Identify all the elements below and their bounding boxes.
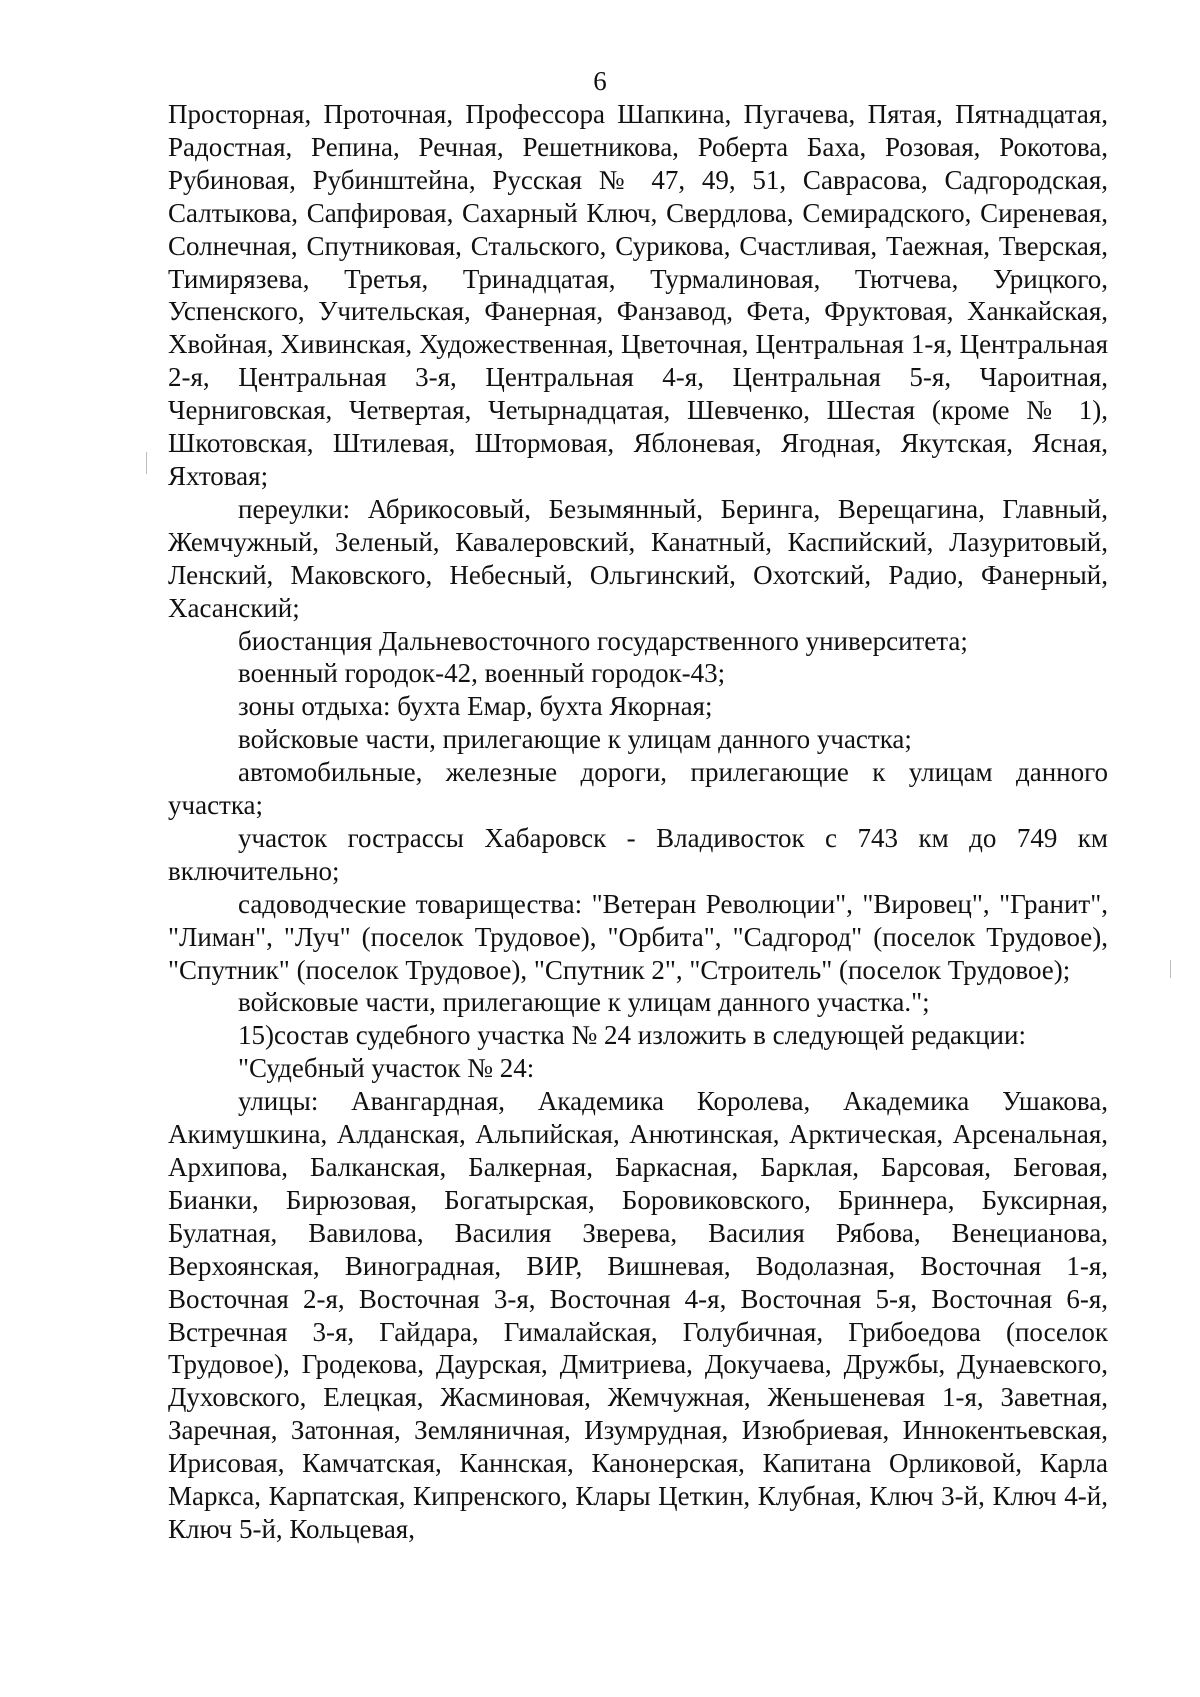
- paragraph-biostation: биостанция Дальневосточного государственного университета;: [238, 625, 968, 656]
- paragraph-lanes: переулки: Абрикосовый, Безымянный, Беринга, Верещагина, Главный, Жемчужный, Зеленый, Кавалеровский, Канатный, Каспийский, Лазуритовый, Ленский, Маковского, Небесный, Ольгинский, Охотский, Радио, Фанерный, Хасанский;: [168, 493, 1108, 623]
- paragraph-streets-continued: Просторная, Проточная, Профессора Шапкина, Пугачева, Пятая, Пятнадцатая, Радостная, Репина, Речная, Решетникова, Роберта Баха, Розовая, Рокотова, Рубиновая, Рубинштейна, Русская № 47, 49, 51, Саврасова, Садгородская, Салтыкова, Сапфировая, Сахарный Ключ, Свердлова, Семирадского, Сиреневая, Солнечная, Спутниковая, Стальского, Сурикова, Счастливая, Таежная, Тверская, Тимирязева, Третья, Тринадцатая, Турмалиновая, Тютчева, Урицкого, Успенского, Учительская, Фанерная, Фанзавод, Фета, Фруктовая, Ханкайская, Хвойная, Хивинская, Художественная, Цветочная, Центральная 1-я, Центральная 2-я, Центральная 3-я, Центральная 4-я, Центральная 5-я, Чароитная, Черниговская, Четвертая, Четырнадцатая, Шевченко, Шестая (кроме № 1), Шкотовская, Штилевая, Штормовая, Яблоневая, Ягодная, Якутская, Ясная, Яхтовая;: [168, 99, 1108, 491]
- paragraph-military-units: войсковые части, прилегающие к улицам данного участка;: [238, 724, 912, 755]
- page-number: 6: [593, 66, 607, 96]
- scan-margin-mark: [1170, 960, 1171, 978]
- paragraph-highway: участок гострассы Хабаровск - Владивосток с 743 км до 749 км включительно;: [168, 822, 1108, 886]
- paragraph-district-24-heading: "Судебный участок № 24:: [238, 1053, 535, 1084]
- document-body: [168, 98, 1108, 1546]
- paragraph-gardening-partnerships: садоводческие товарищества: "Ветеран Революции", "Вировец", "Гранит", "Лиман", "Луч" (поселок Трудовое), "Орбита", "Садгород" (поселок Трудовое), "Спутник" (поселок Трудовое), "Спутник 2", "Строитель" (поселок Трудовое);: [168, 888, 1108, 985]
- scan-margin-mark: [146, 452, 147, 474]
- paragraph-military-towns: военный городок-42, военный городок-43;: [238, 658, 726, 689]
- paragraph-district-24-streets: улицы: Авангардная, Академика Королева, Академика Ушакова, Акимушкина, Алданская, Альпийская, Анютинская, Арктическая, Арсенальная, Архипова, Балканская, Балкерная, Баркасная, Барклая, Барсовая, Беговая, Бианки, Бирюзовая, Богатырская, Боровиковского, Бриннера, Буксирная, Булатная, Вавилова, Василия Зверева, Василия Рябова, Венецианова, Верхоянская, Виноградная, ВИР, Вишневая, Водолазная, Восточная 1-я, Восточная 2-я, Восточная 3-я, Восточная 4-я, Восточная 5-я, Восточная 6-я, Встречная 3-я, Гайдара, Гималайская, Голубичная, Грибоедова (поселок Трудовое), Гродекова, Даурская, Дмитриева, Докучаева, Дружбы, Дунаевского, Духовского, Елецкая, Жасминовая, Жемчужная, Женьшеневая 1-я, Заветная, Заречная, Затонная, Земляничная, Изумрудная, Изюбриевая, Иннокентьевская, Ирисовая, Камчатская, Каннская, Канонерская, Капитана Орликовой, Карла Маркса, Карпатская, Кипренского, Клары Цеткин, Клубная, Ключ 3-й, Ключ 4-й, Ключ 5-й, Кольцевая,: [168, 1086, 1108, 1544]
- paragraph-recreation-zones: зоны отдыха: бухта Емар, бухта Якорная;: [238, 691, 713, 722]
- paragraph-roads: автомобильные, железные дороги, прилегающие к улицам данного участка;: [168, 757, 1108, 821]
- paragraph-military-units-closing: войсковые части, прилегающие к улицам данного участка.";: [238, 987, 930, 1018]
- paragraph-item-15: 15)состав судебного участка № 24 изложить в следующей редакции:: [238, 1020, 1026, 1051]
